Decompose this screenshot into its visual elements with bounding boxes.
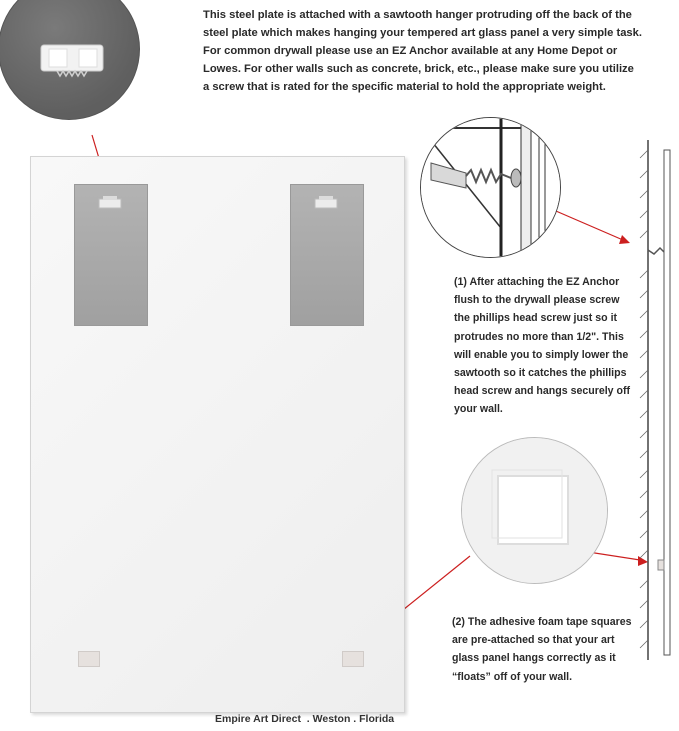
intro-line: Lowes. For other walls such as concrete, brick, etc., please make sure you utilize bbox=[203, 63, 634, 75]
step1-line: (1) After attaching the EZ Anchor bbox=[454, 276, 620, 288]
step1-paragraph bbox=[454, 273, 630, 419]
sawtooth-icon bbox=[75, 185, 147, 225]
sawtooth-icon bbox=[291, 185, 363, 225]
wall-cross-section bbox=[636, 140, 676, 660]
step2-line: are pre-attached so that your art bbox=[452, 634, 615, 647]
intro-line: For common drywall please use an EZ Anchor available at any Home Depot or bbox=[203, 45, 618, 57]
intro-line: steel plate which makes hanging your tempered art glass panel a very simple task. bbox=[203, 27, 642, 39]
step1-line: your wall. bbox=[454, 403, 503, 416]
step2-line: “floats” off of your wall. bbox=[452, 670, 573, 683]
step2-line: glass panel hangs correctly as it bbox=[452, 652, 616, 665]
footer-credit: Empire Art Direct . Weston . Florida bbox=[215, 713, 395, 725]
step1-line: sawtooth so it catches the phillips bbox=[454, 367, 627, 380]
step2-line: (2) The adhesive foam tape squares bbox=[452, 616, 632, 628]
step1-line: the phillips head screw just so it bbox=[454, 312, 618, 325]
step1-line: flush to the drywall please screw bbox=[454, 294, 620, 307]
screw-arrow-head bbox=[619, 235, 630, 244]
intro-line: a screw that is rated for the specific material to hold the appropriate weight. bbox=[203, 81, 606, 93]
steel-plate-left bbox=[74, 184, 148, 326]
glass-panel-back bbox=[30, 156, 405, 713]
step1-line: protrudes no more than 1/2". This bbox=[454, 330, 624, 343]
intro-line: This steel plate is attached with a sawtooth hanger protruding off the back of the bbox=[203, 9, 632, 21]
foam-square-right bbox=[342, 651, 364, 667]
steel-plate-right bbox=[290, 184, 364, 326]
intro-paragraph bbox=[203, 6, 642, 96]
foam-square-left bbox=[78, 651, 100, 667]
screw-anchor-icon bbox=[421, 118, 560, 257]
step1-line: head screw and hangs securely off bbox=[454, 385, 631, 398]
foam-square-icon bbox=[462, 438, 607, 583]
foam-tape-closeup bbox=[461, 437, 608, 584]
step1-line: will enable you to simply lower the bbox=[454, 348, 629, 361]
step2-paragraph bbox=[452, 613, 632, 686]
screw-anchor-closeup bbox=[420, 117, 561, 258]
